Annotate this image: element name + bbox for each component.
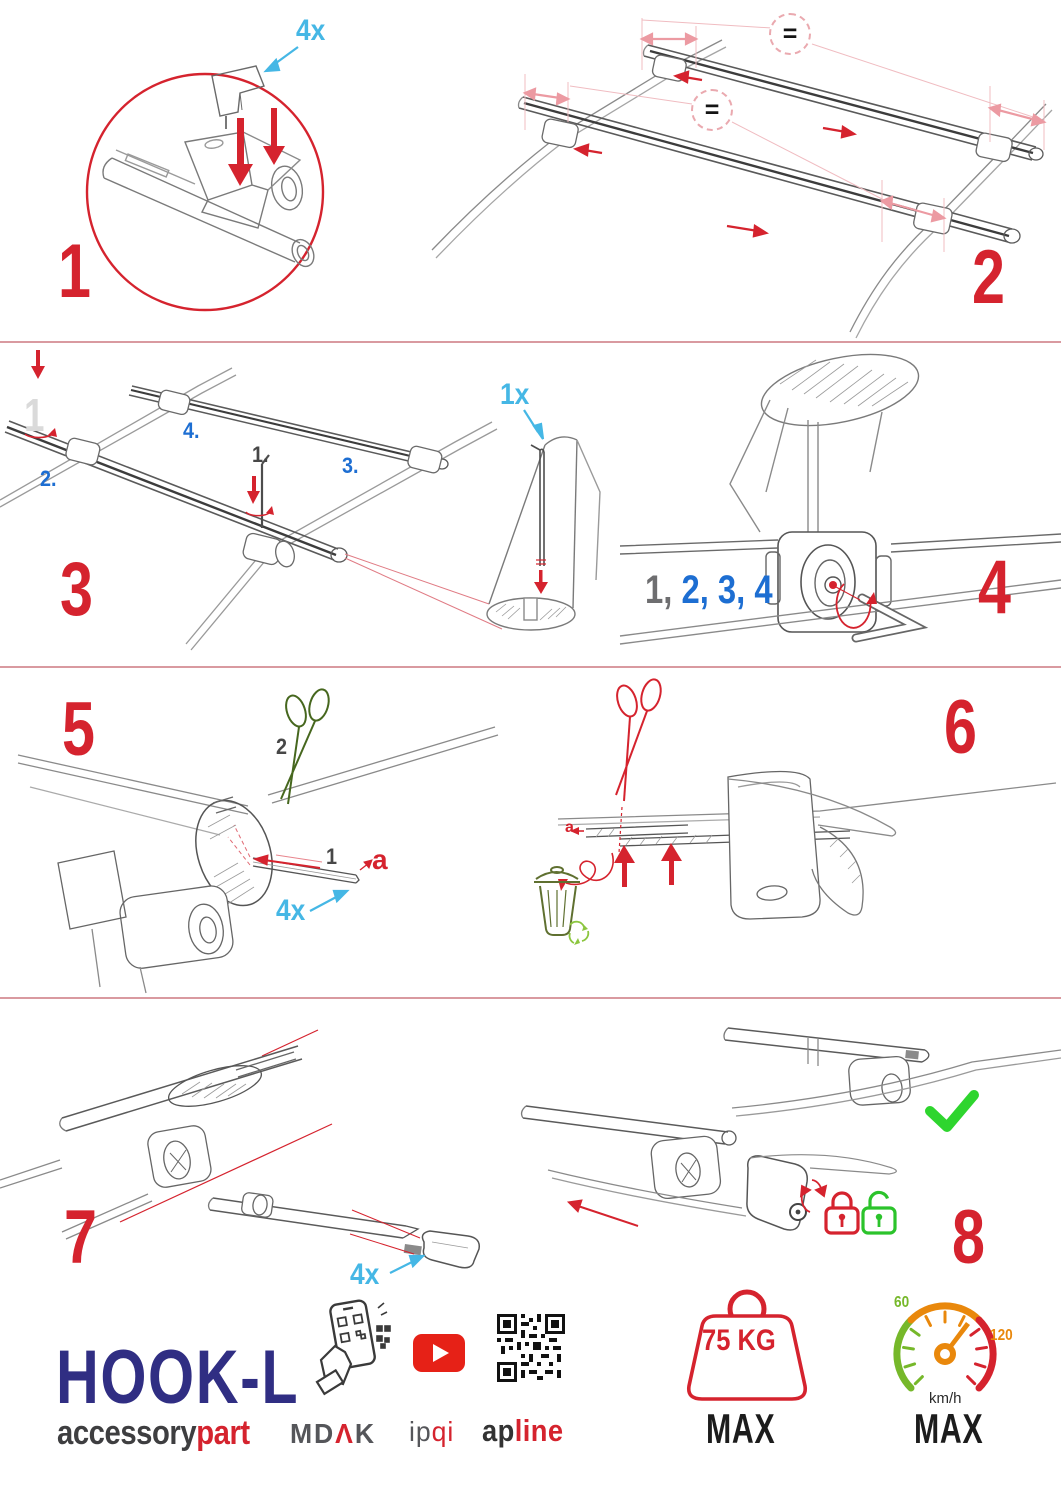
qty-pointer [524, 410, 543, 439]
product-name: HOOK-L [56, 1335, 300, 1420]
qty-pointer [390, 1256, 423, 1273]
equal-spacing-badge-mid: = [691, 89, 733, 131]
rubber-strip [253, 858, 359, 883]
key-turn-arrow [246, 476, 274, 516]
step6-number: 6 [944, 685, 977, 770]
speed-max-label: MAX [914, 1405, 984, 1452]
step2-illustration [420, 0, 1061, 341]
weight-value: 75 KG [702, 1324, 776, 1357]
brand-logo-ipqi: ipqi [409, 1416, 455, 1447]
step5-qty-label: 4x [276, 894, 306, 927]
equal-spacing-badge-top: = [769, 13, 811, 55]
qty-pointer [266, 47, 298, 71]
step5-insert-label: 1 [326, 844, 338, 869]
brand-logo-apline: apline [482, 1413, 564, 1448]
scissors-icon [281, 687, 332, 804]
step6-a-label: a [565, 819, 574, 836]
brand-logo-accessorypart: accessorypart [57, 1414, 250, 1452]
step1-qty-label: 4x [296, 14, 326, 47]
phone-qr-scan-icon [315, 1298, 401, 1410]
step3-sub1-label: 1. [252, 442, 269, 467]
insert-arrows [228, 108, 285, 186]
step8-number: 8 [952, 1195, 985, 1280]
step4-number: 4 [978, 545, 1011, 630]
checkmark-icon [930, 1095, 974, 1127]
step4-sequence-label: 1, 2, 3, 4 [645, 568, 773, 612]
clamp-body [728, 771, 896, 919]
speed-low-label: 60 [894, 1294, 910, 1311]
step3-ghost-number: 1 [24, 389, 45, 441]
youtube-icon [413, 1334, 465, 1372]
step3-sub2-label: 2. [40, 466, 57, 491]
trash-recycle-icon [534, 867, 588, 945]
padlock-locked-icon [826, 1193, 858, 1233]
qty-pointer [310, 891, 347, 911]
step7-qty-label: 4x [350, 1258, 380, 1291]
step1-number: 1 [58, 229, 91, 314]
speed-high-label: 120 [990, 1327, 1013, 1344]
cone-zoom-view [487, 437, 600, 630]
slide-arrow [568, 1200, 638, 1226]
step5-number: 5 [62, 687, 95, 772]
padlock-unlocked-icon [863, 1192, 895, 1233]
weight-max-label: MAX [706, 1405, 776, 1452]
step5-cut-label: 2 [276, 734, 288, 759]
step3-sub3-label: 3. [342, 453, 359, 478]
step3-number: 3 [60, 547, 93, 632]
step7-number: 7 [64, 1195, 97, 1280]
speed-unit-label: km/h [929, 1390, 962, 1407]
push-up-arrows [614, 843, 682, 887]
step2-number: 2 [972, 235, 1005, 320]
step3-qty-label: 1x [500, 378, 530, 411]
qr-code-icon [497, 1314, 565, 1382]
step3-sub4-label: 4. [183, 418, 200, 443]
allen-key-zoomed [531, 445, 544, 566]
step5-a-label: a [372, 844, 388, 875]
brand-logo-mdak: MDΛK [290, 1418, 376, 1449]
